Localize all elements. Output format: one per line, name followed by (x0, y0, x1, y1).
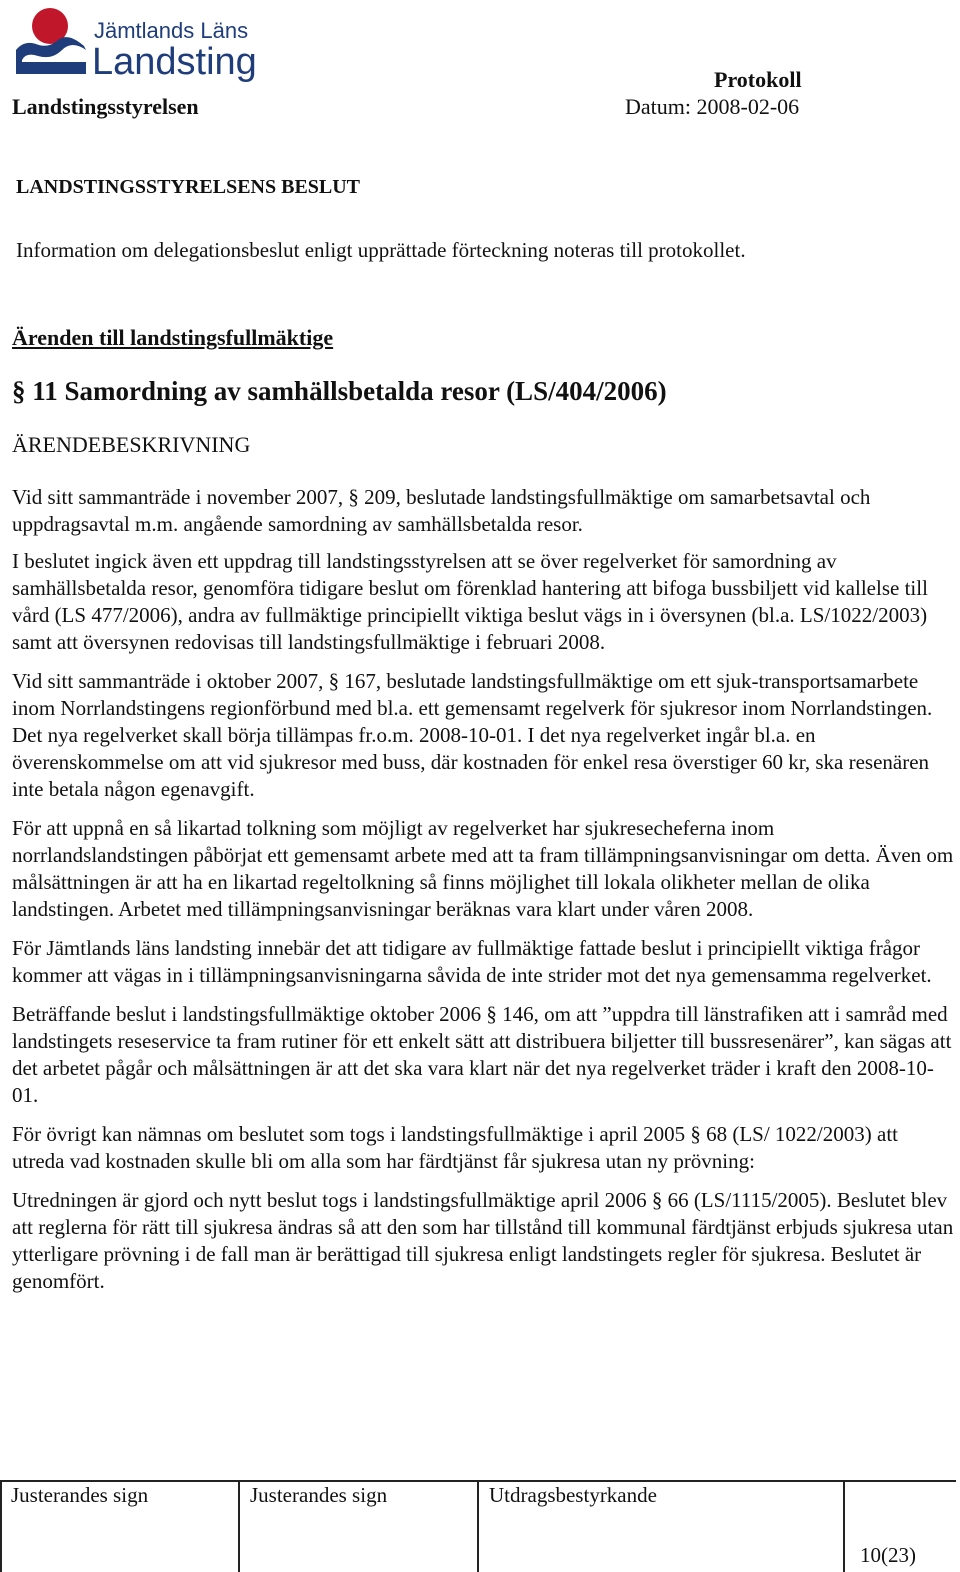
footer-divider (238, 1482, 240, 1572)
page-number: 10(23) (860, 1543, 916, 1567)
logo-text-line1: Jämtlands Läns (94, 18, 249, 43)
paragraph: Vid sitt sammanträde i oktober 2007, § 167, beslutade landstingsfullmäktige om ett sjuk-transportsamarbete inom Norrlandstingens regionförbund med bl.a. ett gemensamt regelverk för sjukresor inom Norrlandstingen. Det nya regelverket skall börja tillämpas fr.o.m. 2008-10-01. I det nya regelverket ingår bl.a. en överenskommelse om att vid sjukresor med buss, där kostnaden för enkel resa överstiger 60 kr, ska resenären inte betala någon egenavgift. (12, 669, 933, 801)
item-subheading: ÄRENDEBESKRIVNING (12, 432, 251, 457)
paragraph: Utredningen är gjord och nytt beslut togs i landstingsfullmäktige april 2006 § 66 (LS/1115/2005). Beslutet blev att reglerna för rätt till sjukresa ändras så att den som har tillstånd till kommunal färdtjänst erbjuds sjukresa utan ytterligare prövning i de fall man är berättigad till sjukresa enligt landstingets regler för sjukresa. Beslutet är genomfört. (12, 1188, 954, 1293)
item-description (12, 484, 954, 1307)
logo-text-line2: Landsting (92, 41, 257, 83)
paragraph: För övrigt kan nämnas om beslutet som togs i landstingsfullmäktige i april 2005 § 68 (LS/ 1022/2003) att utreda vad kostnaden skulle bli om alla som har färdtjänst får sjukresa utan ny prövning: (12, 1122, 898, 1173)
organization-name: Landstingsstyrelsen (12, 94, 199, 119)
logo-emblem-icon (14, 6, 94, 80)
section-heading: Ärenden till landstingsfullmäktige (12, 325, 334, 350)
item-heading: § 11 Samordning av samhällsbetalda resor (LS/404/2006) (12, 376, 667, 406)
footer-divider (477, 1482, 479, 1572)
organization-logo (14, 6, 264, 83)
decision-heading: LANDSTINGSSTYRELSENS BESLUT (16, 176, 361, 198)
document-type: Protokoll (714, 67, 802, 92)
footer-divider (843, 1482, 845, 1572)
certification-field-label: Utdragsbestyrkande (489, 1483, 657, 1507)
paragraph: Beträffande beslut i landstingsfullmäktige oktober 2006 § 146, om att ”uppdra till länstrafiken att i samråd med landstingets reseservice ta fram rutiner för ett enkelt sätt att distribuera biljetter till bussresenärer”, kan sägas att det arbetet pågår och målsättningen är att det ska vara klart när det nya regelverket träder i kraft den 2008-10-01. (12, 1002, 952, 1107)
signature-field-1-label: Justerandes sign (11, 1483, 149, 1507)
decision-text: Information om delegationsbeslut enligt upprättade förteckning noteras till protokollet. (16, 238, 746, 262)
paragraph: I beslutet ingick även ett uppdrag till landstingsstyrelsen att se över regelverket för samordning av samhällsbetalda resor, genomföra tidigare beslut om förenklad hantering att bifoga bussbiljett vid kallelse till vård (LS 477/2006), andra av fullmäktige principiellt viktiga beslut vägs in i översynen (bl.a. LS/1022/2003) samt att översynen redovisas till landstingsfullmäktige i februari 2008. (12, 549, 928, 654)
paragraph: För att uppnå en så likartad tolkning som möjligt av regelverket har sjukresecheferna inom norrlandslandstingen påbörjat ett gemensamt arbete med att ta fram tillämpningsanvisningar om detta. Även om målsättningen är att ha en likartad regeltolkning så finns möjlighet till lokala olikheter mellan de olika landstingen. Arbetet med tillämpningsanvisningar beräknas vara klart under våren 2008. (12, 816, 954, 921)
footer-divider (0, 1482, 2, 1572)
paragraph: För Jämtlands läns landsting innebär det att tidigare av fullmäktige fattade beslut i principiellt viktiga frågor kommer att vägas in i tillämpningsanvisningarna såvida de inte strider mot det nya gemensamma regelverket. (12, 936, 932, 987)
paragraph: Vid sitt sammanträde i november 2007, § 209, beslutade landstingsfullmäktige om samarbetsavtal och uppdragsavtal m.m. angående samordning av samhällsbetalda resor. (12, 485, 871, 536)
signature-field-2-label: Justerandes sign (250, 1483, 388, 1507)
signature-footer (0, 1480, 956, 1572)
document-date: Datum: 2008-02-06 (625, 94, 800, 119)
